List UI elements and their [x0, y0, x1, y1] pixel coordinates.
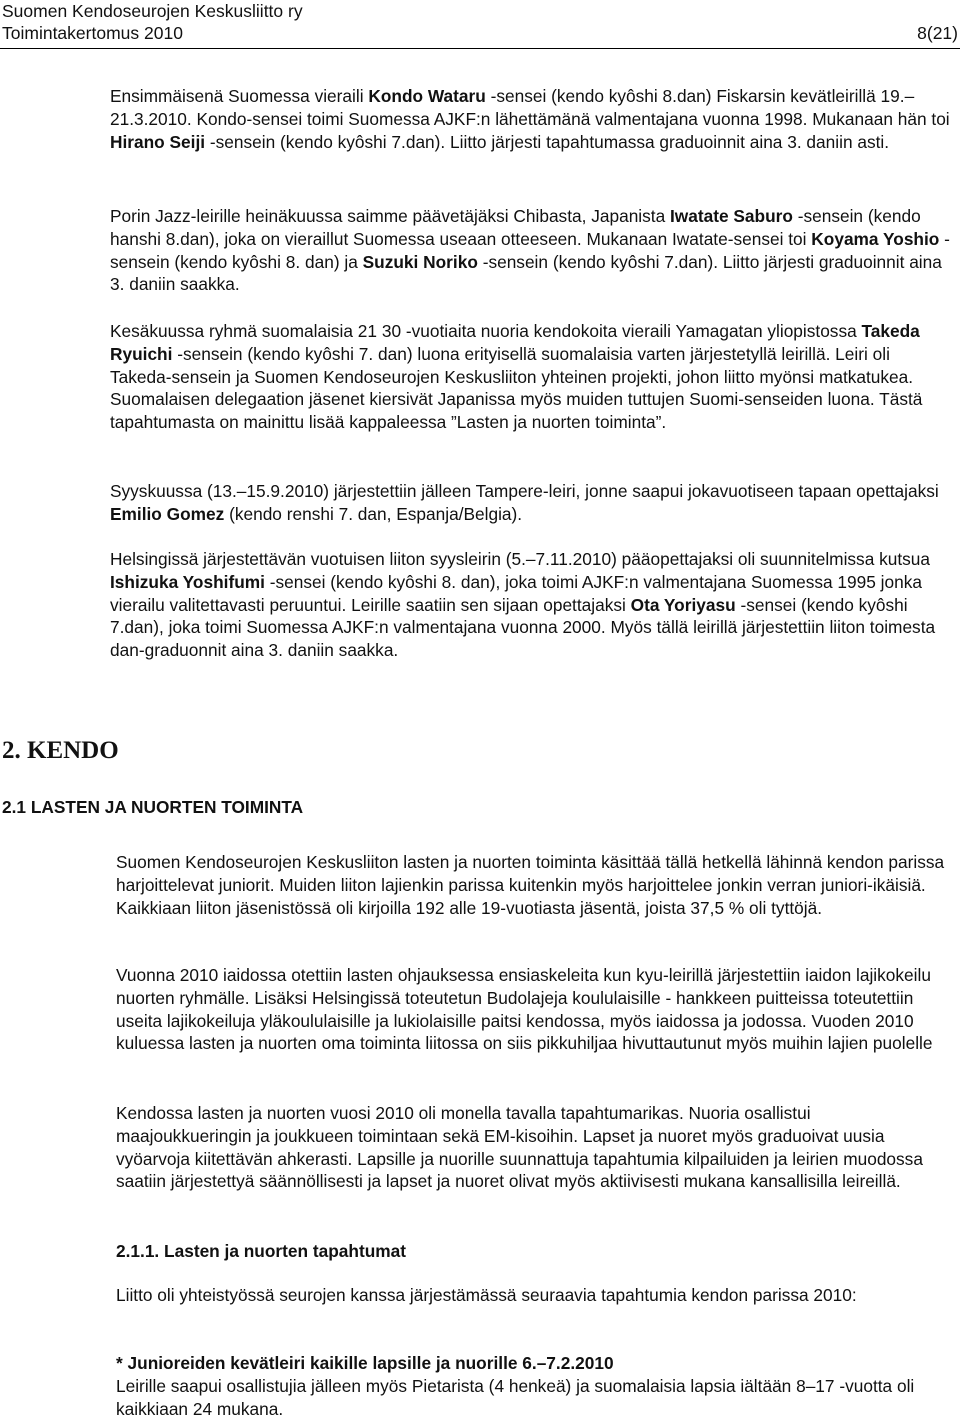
- paragraph-kondo: Ensimmäisenä Suomessa vieraili Kondo Wataru -sensei (kendo kyôshi 8.dan) Fiskarsin kevätleirillä 19.–21.3.2010. Kondo-sensei toimi Suomessa AJKF:n lähettämänä valmentajana vuonna 1998. Mukanaan hän toi Hirano Seiji -sensein (kendo kyôshi 7.dan). Liitto järjesti tapahtumassa graduoinnit aina 3. daniin asti.: [110, 86, 950, 152]
- section-heading-kendo: 2. KENDO: [2, 737, 119, 764]
- header-rule: [0, 48, 960, 49]
- header-org: Suomen Kendoseurojen Keskusliitto ry: [2, 1, 303, 21]
- paragraph-juniors: Suomen Kendoseurojen Keskusliiton lasten ja nuorten toiminta käsittää tällä hetkellä lähinnä kendon parissa harjoittelevat juniorit. Muiden liiton lajienkin parissa kuitenkin myös harjoittelee jonkin verran juniori-ikäisiä. Kaikkiaan liiton jäsenistössä oli kirjoilla 192 alle 19-vuotiasta jäsentä, joista 37,5 % oli tyttöjä.: [116, 852, 945, 918]
- paragraph-kendo-youth: Kendossa lasten ja nuorten vuosi 2010 oli monella tavalla tapahtumarikas. Nuoria osallistui maajoukkueringin ja joukkueen toimintaan sekä EM-kisoihin. Lapset ja nuoret myös graduoivat uusia vyöarvoja kiitettävän ahkerasti. Lapsille ja nuorille suunnattuja tapahtumia kilpailuiden ja leirien muodossa saatiin järjestettyä säännöllisesti ja lapset ja nuoret olivat myös aktiivisesti mukana kansallisilla leireillä.: [116, 1103, 923, 1192]
- paragraph-helsinki: Helsingissä järjestettävän vuotuisen liiton syysleirin (5.–7.11.2010) pääopettajaksi oli suunnitelmissa kutsua Ishizuka Yoshifumi -sensei (kendo kyôshi 8. dan), joka toimi AJKF:n valmentajana Suomessa 1995 jonka vierailu valitettavasti peruuntui. Leirille saatiin sen sijaan opettajaksi Ota Yoriyasu -sensei (kendo kyôshi 7.dan), joka toimi Suomessa AJKF:n valmentajana vuonna 2000. Myös tällä leirillä järjestettiin liiton toimesta dan-graduonnit aina 3. daniin saakka.: [110, 549, 936, 661]
- header-page-number: 8(21): [917, 23, 958, 43]
- paragraph-yamagata: Kesäkuussa ryhmä suomalaisia 21 30 -vuotiaita nuoria kendokoita vieraili Yamagatan yliopistossa Takeda Ryuichi -sensein (kendo kyôshi 7. dan) luona erityisellä suomalaisia varten järjestetyllä leirillä. Leiri oli Takeda-sensein ja Suomen Kendoseurojen Keskusliiton yhteinen projekti, johon liitto myönsi matkatukea. Suomalaisen delegaation jäsenet kiersivät Japanissa myös muiden tuttujen Suomi-senseiden luona. Tästä tapahtumasta on mainittu lisää kappaleessa ”Lasten ja nuorten toiminta”.: [110, 321, 923, 433]
- page-header: [2, 0, 958, 44]
- paragraph-pori: Porin Jazz-leirille heinäkuussa saimme päävetäjäksi Chibasta, Japanista Iwatate Saburo -sensein (kendo hanshi 8.dan), joka on vieraillut Suomessa useaan otteeseen. Mukanaan Iwatate-sensei toi Koyama Yoshio -sensein (kendo kyôshi 8. dan) ja Suzuki Noriko -sensein (kendo kyôshi 7.dan). Liitto järjesti graduoinnit aina 3. daniin saakka.: [110, 206, 950, 295]
- subsubsection-heading: 2.1.1. Lasten ja nuorten tapahtumat: [116, 1241, 407, 1261]
- paragraph-events-intro: Liitto oli yhteistyössä seurojen kanssa järjestämässä seuraavia tapahtumia kendon parissa 2010:: [116, 1285, 857, 1305]
- paragraph-spring-camp: * Junioreiden kevätleiri kaikille lapsille ja nuorille 6.–7.2.2010 Leirille saapui osallistujia jälleen myös Pietarista (4 henkeä) ja suomalaisia lapsia iältään 8–17 -vuotta oli kaikkiaan 24 mukana.: [116, 1353, 915, 1419]
- paragraph-tampere: Syyskuussa (13.–15.9.2010) järjestettiin jälleen Tampere-leiri, jonne saapui jokavuotiseen tapaan opettajaksi Emilio Gomez (kendo renshi 7. dan, Espanja/Belgia).: [110, 481, 939, 524]
- paragraph-iaido: Vuonna 2010 iaidossa otettiin lasten ohjauksessa ensiaskeleita kun kyu-leirillä järjestettiin iaidon lajikokeilu nuorten ryhmälle. Lisäksi Helsingissä toteutetun Budolajeja koululaisille - hankkeen puitteissa toteutettiin useita lajikokeiluja yläkoululaisille ja lukiolaisille paitsi kendossa, myös iaidossa ja jodossa. Vuoden 2010 kuluessa lasten ja nuorten oma toiminta liitossa on siis pikkuhiljaa hivuttautunut myös muihin lajien puolelle: [116, 965, 933, 1054]
- subsection-heading: 2.1 LASTEN JA NUORTEN TOIMINTA: [2, 797, 304, 817]
- header-report: Toimintakertomus 2010: [2, 23, 183, 43]
